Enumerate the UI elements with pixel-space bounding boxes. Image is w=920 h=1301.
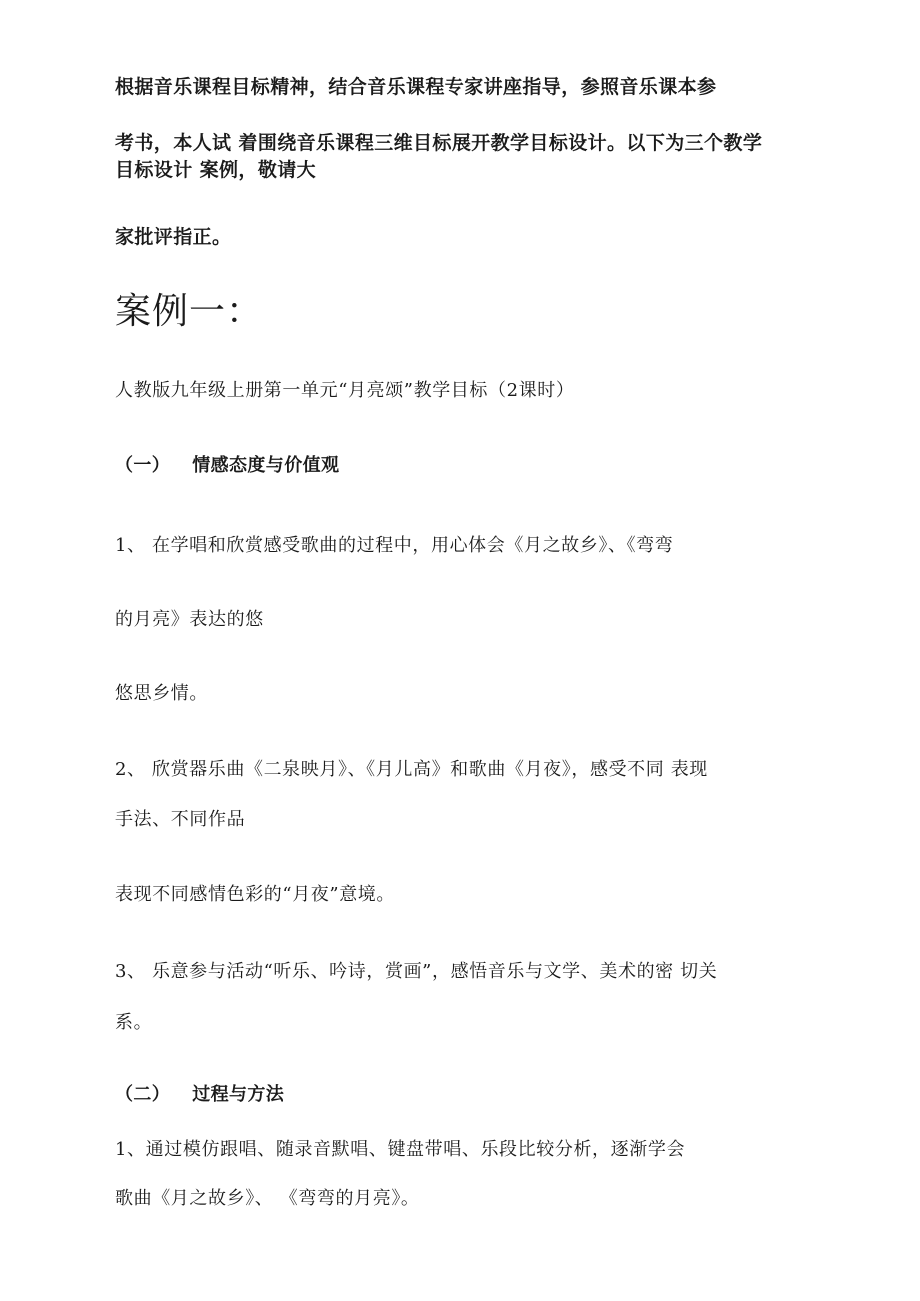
section-2-item-1-line-2: 歌曲《月之故乡》、 《弯弯的月亮》。 bbox=[115, 1188, 420, 1209]
case-heading: 案例一： bbox=[115, 291, 264, 332]
section-1-item-1-line-3: 悠思乡情。 bbox=[115, 683, 208, 704]
section-1-item-2-line-3: 表现不同感情色彩的“月夜”意境。 bbox=[115, 884, 396, 905]
intro-line-1: 根据音乐课程目标精神，结合音乐课程专家讲座指导，参照音乐课本参 bbox=[115, 76, 717, 98]
section-1-item-3-line-1: 3、 乐意参与活动“听乐、吟诗，赏画”，感悟音乐与文学、美术的密 切关 bbox=[115, 961, 718, 982]
section-2-item-1-line-1: 1、通过模仿跟唱、随录音默唱、键盘带唱、乐段比较分析，逐渐学会 bbox=[115, 1139, 686, 1160]
section-1-heading bbox=[115, 451, 339, 477]
section-1-item-1-line-1: 1、 在学唱和欣赏感受歌曲的过程中，用心体会《月之故乡》、《弯弯 bbox=[115, 535, 674, 556]
section-1-title: 情感态度与价值观 bbox=[192, 455, 340, 476]
intro-line-2: 考书，本人试 着围绕音乐课程三维目标展开教学目标设计。以下为三个教学 bbox=[115, 132, 763, 154]
section-1-item-3-line-2: 系。 bbox=[115, 1012, 153, 1033]
section-1-item-2-line-1: 2、 欣赏器乐曲《二泉映月》、《月儿高》和歌曲《月夜》，感受不同 表现 bbox=[115, 759, 708, 780]
section-2-heading bbox=[115, 1080, 284, 1106]
section-2-number: （二） bbox=[115, 1084, 171, 1105]
section-1-number: （一） bbox=[115, 455, 171, 476]
case-subtitle: 人教版九年级上册第一单元“月亮颂”教学目标（2课时） bbox=[115, 380, 575, 401]
intro-line-4: 家批评指正。 bbox=[115, 226, 232, 248]
section-1-item-1-line-2: 的月亮》表达的悠 bbox=[115, 609, 264, 630]
section-1-item-2-line-2: 手法、不同作品 bbox=[115, 809, 246, 830]
section-2-title: 过程与方法 bbox=[192, 1084, 285, 1105]
intro-line-3: 目标设计 案例，敬请大 bbox=[115, 159, 317, 181]
